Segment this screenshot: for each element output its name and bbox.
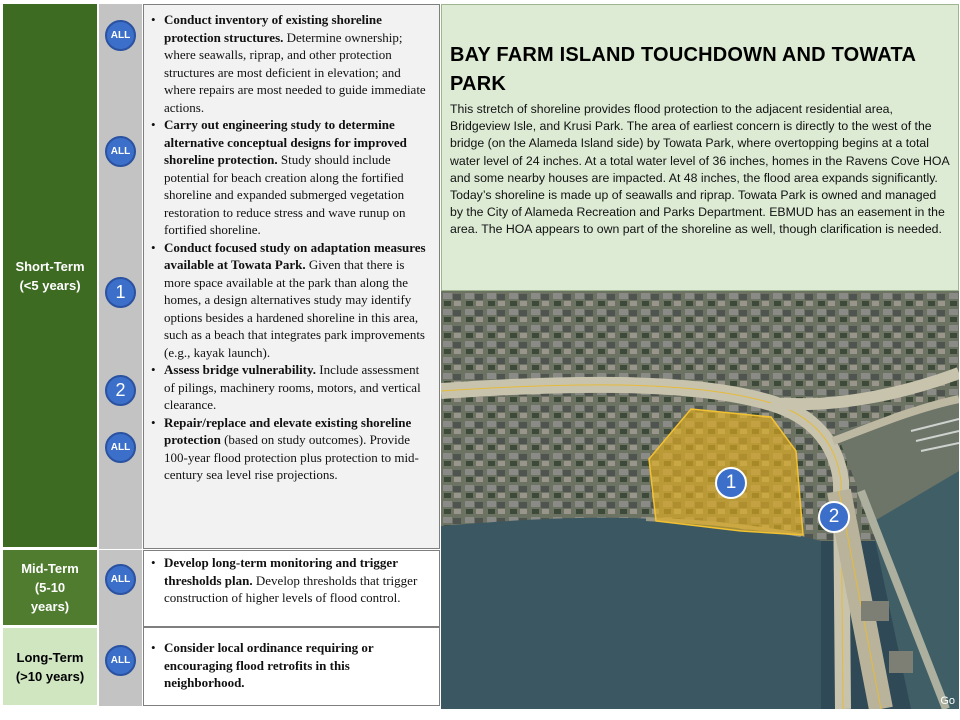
site-description: This stretch of shoreline provides flood protection to the adjacent residential area, Bridgeview Isle, and Krusi Park. The area of earliest concern is directly to the west of the bridge (on the Alameda Island side) by Towata Park, where overtopping begins at a total water level of 24 inches. At a total water level of 36 inches, homes in the Ravens Cove HOA and some nearby houses are impacted. At 48 inches, the flood area expands significantly. Today’s shoreline is made up of seawalls and riprap. Towata Park is owned and managed by the City of Alameda Recreation and Parks Department. EBMUD has an easement in the area. The HOA appears to own part of the shoreline as well, though clarification is needed. [450,102,949,237]
action-item [144,639,439,692]
badge-all: ALL [105,432,136,463]
short-term-actions [143,4,440,549]
action-heading: Conduct inventory of existing shoreline protection structures. [164,12,382,45]
action-heading: Consider local ordinance requiring or encouraging flood retrofits in this neighborhood. [164,640,374,690]
long-term-range: (>10 years) [15,668,85,684]
action-detail: Develop thresholds that trigger construction of higher levels of flood control. [164,572,418,605]
action-detail: (based on study outcomes). Provide 100-year flood protection plus protection to mid-century sea level rise projections. [164,432,419,482]
action-item [144,116,439,239]
action-heading: Develop long-term monitoring and trigger thresholds plan. [164,555,398,588]
action-item [144,239,439,362]
long-term-actions [143,627,440,706]
badge-area-1: 1 [105,277,136,308]
mid-term-range-unit: years) [30,599,70,614]
action-heading: Carry out engineering study to determine alternative conceptual designs for improved shoreline protection. [164,117,407,167]
long-term-label [2,627,98,706]
action-heading: Assess bridge vulnerability. [164,362,317,377]
action-heading: Repair/replace and elevate existing shoreline protection [164,414,412,447]
action-detail: Include assessment of pilings, machinery rooms, motors, and vertical clearance. [164,362,421,412]
site-description-panel [441,4,959,291]
site-title: BAY FARM ISLAND TOUCHDOWN AND TOWATA PARK [450,44,916,95]
map-marker-2: 2 [818,501,850,533]
short-term-range: (<5 years) [19,277,81,293]
mid-term-title: Mid-Term [21,561,79,576]
badge-all: ALL [105,136,136,167]
action-heading: Conduct focused study on adaptation measures available at Towata Park. [164,239,426,272]
aerial-map-graphic [441,291,959,709]
mid-term-range: (5-10 [34,580,66,595]
action-detail: Determine ownership; where seawalls, riprap, and other protection structures are most deficient in elevation; and where repairs are most needed to guide immediate actions. [164,29,426,115]
map-marker-1: 1 [715,467,747,499]
badge-all: ALL [105,20,136,51]
action-item [144,554,439,607]
badge-all: ALL [105,564,136,595]
map-credit: Go [940,695,955,707]
long-term-title: Long-Term [16,649,84,665]
action-detail: Study should include potential for beach creation along the fortified shoreline and expanded submerged vegetation restoration to reduce stress and wave runup on fortified shoreline. [164,152,406,237]
aerial-map [441,291,959,709]
action-item [144,361,439,414]
action-item [144,414,439,484]
short-term-title: Short-Term [15,258,85,274]
badge-area-2: 2 [105,375,136,406]
badge-all: ALL [105,645,136,676]
action-detail: Given that there is more space available at the park than along the homes, a design alternatives study may identify options besides a hardened shoreline in this area, such as a beach that integrates park improvements (e.g., kayak launch). [164,257,425,360]
mid-term-actions [143,550,440,627]
long-term-badge-column [99,627,142,706]
short-term-label [2,3,98,548]
action-item [144,11,439,116]
mid-term-badge-column [99,550,142,627]
short-term-badge-column [99,4,142,549]
mid-term-label [2,549,98,626]
